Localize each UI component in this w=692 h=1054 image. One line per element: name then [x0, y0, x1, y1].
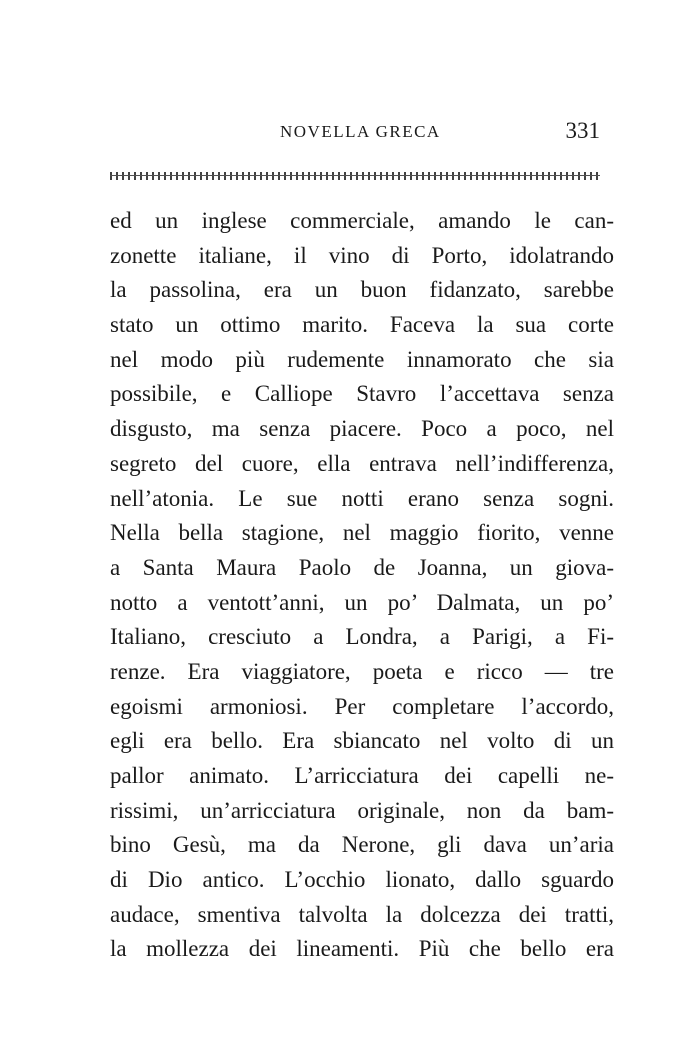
ornamental-rule: [110, 172, 600, 180]
text-line: egoismi armoniosi. Per completare l’accordo,: [110, 693, 614, 719]
body-text: [110, 204, 614, 967]
text-line: la passolina, era un buon fidanzato, sarebbe: [110, 277, 614, 303]
text-line: zonette italiane, il vino di Porto, idolatrando: [110, 242, 614, 268]
running-title: NOVELLA GRECA: [280, 122, 441, 141]
text-line: pallor animato. L’arricciatura dei capelli ne-: [110, 763, 614, 788]
running-head: [110, 118, 600, 148]
text-line: segreto del cuore, ella entrava nell’indifferenza,: [110, 450, 614, 476]
text-line: notto a ventott’anni, un po’ Dalmata, un po’: [110, 589, 614, 615]
text-line: audace, smentiva talvolta la dolcezza dei tratti,: [110, 901, 614, 927]
text-line: di Dio antico. L’occhio lionato, dallo sguardo: [110, 867, 614, 893]
text-line: nel modo più rudemente innamorato che sia: [110, 346, 614, 372]
text-line: a Santa Maura Paolo de Joanna, un giova-: [110, 554, 614, 580]
text-line: egli era bello. Era sbiancato nel volto di un: [110, 728, 614, 754]
text-line: Nella bella stagione, nel maggio fiorito, venne: [110, 520, 614, 546]
text-line: Italiano, cresciuto a Londra, a Parigi, a Fi-: [110, 624, 614, 650]
text-line: possibile, e Calliope Stavro l’accettava senza: [110, 381, 614, 407]
text-line: nell’atonia. Le sue notti erano senza sogni.: [110, 485, 614, 511]
text-line: renze. Era viaggiatore, poeta e ricco — tre: [110, 658, 614, 684]
text-line: disgusto, ma senza piacere. Poco a poco, nel: [110, 416, 614, 442]
text-line: la mollezza dei lineamenti. Più che bello era: [110, 936, 614, 962]
text-line: stato un ottimo marito. Faceva la sua corte: [110, 312, 614, 338]
page-number: 331: [565, 118, 600, 143]
text-line: ed un inglese commerciale, amando le can-: [110, 208, 614, 233]
text-line: bino Gesù, ma da Nerone, gli dava un’aria: [110, 832, 614, 858]
text-line: rissimi, un’arricciatura originale, non da bam-: [110, 797, 614, 823]
